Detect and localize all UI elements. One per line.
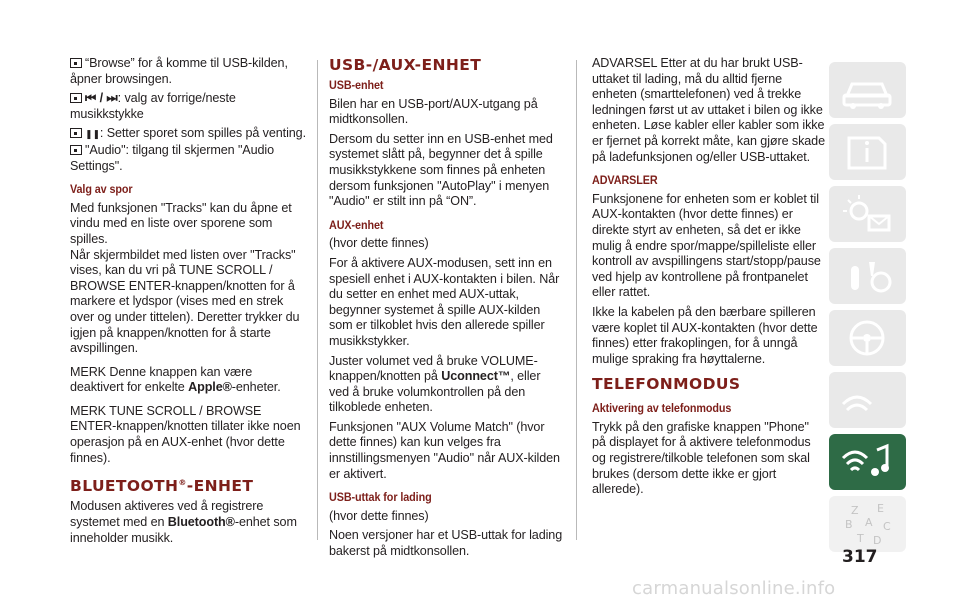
- browse-item: “Browse” for å komme til USB-kilden, åpner browsingen.: [70, 56, 288, 86]
- column-divider-1: [317, 60, 318, 540]
- watermark: carmanualsonline.info: [632, 578, 836, 599]
- multimedia-active-tab[interactable]: [829, 434, 906, 490]
- prevnext-item: ⏮ / ⏭: valg av forrige/neste musikkstykke: [70, 91, 236, 121]
- page-number: 317: [842, 547, 878, 567]
- audio-item: "Audio": tilgang til skjermen "Audio Settings".: [70, 142, 275, 173]
- lading-paragraph-2: Noen versjoner har et USB-uttak for lading bakerst på midtkonsollen.: [329, 528, 563, 559]
- left-column: [70, 56, 308, 550]
- pause-item: ❚❚: Setter sporet som spilles på venting.: [70, 126, 308, 143]
- valg-paragraph-1: Med funksjonen "Tracks" kan du åpne et vindu med en liste over sporene som spilles.: [70, 200, 292, 246]
- index-icon: [829, 496, 906, 552]
- merk-note-2: MERK TUNE SCROLL / BROWSE ENTER-knappen/knotten tillater ikke noen operasjon på en AUX-enhet (hvor dette finnes).: [70, 403, 301, 465]
- aux-enhet-heading: AUX-enhet: [329, 217, 384, 232]
- usb-enhet-heading: USB-enhet: [329, 78, 384, 92]
- usb-paragraph-1: Bilen har en USB-port/AUX-utgang på midtkonsollen.: [329, 96, 538, 127]
- index-letter: Z: [851, 504, 859, 517]
- advarsler-heading: ADVARSLER: [592, 173, 658, 188]
- aktivering-heading: Aktivering av telefonmodus: [592, 401, 732, 416]
- button-icon: [70, 145, 82, 155]
- multimedia-icon: [829, 434, 906, 490]
- lights-message-tab[interactable]: [829, 186, 906, 242]
- index-letter: E: [877, 502, 884, 515]
- usb-paragraph-2: Dersom du setter inn en USB-enhet med systemet slått på, begynner det å spille musikkstykkene som finnes på enheten dersom funksjonen "AutoPlay" i menyen "Audio" er stilt inn på “ON”.: [329, 131, 553, 209]
- service-icon: [829, 248, 906, 304]
- merk-note-1: MERK Denne knappen kan være deaktivert for enkelte Apple®-enheter.: [70, 364, 281, 395]
- car-icon: [829, 62, 906, 118]
- steering-wheel-icon: [829, 310, 906, 366]
- lights-message-icon: [829, 186, 906, 242]
- info-icon: [829, 124, 906, 180]
- service-tab[interactable]: [829, 248, 906, 304]
- button-icon: [70, 128, 82, 138]
- aux-paragraph-2: For å aktivere AUX-modusen, sett inn en spesiell enhet i AUX-kontakten i bilen. Når du setter en enhet med AUX-uttak, begynner systemet å spille AUX-kilden som er tilkoblet hvis den allerede spiller musikkstykker.: [329, 255, 560, 348]
- aktivering-paragraph: Trykk på den grafiske knappen "Phone" på displayet for å aktivere telefonmodus og registrere/tilkoble telefonen som skal brukes (dersom dette ikke er gjort allerede).: [592, 419, 811, 497]
- usb-lading-heading: USB-uttak for lading: [329, 490, 432, 505]
- index-tab[interactable]: [829, 496, 906, 552]
- advarsel-paragraph: ADVARSEL Etter at du har brukt USB-uttaket til lading, må du alltid fjerne enheten (smarttelefonen) ved å trekke ledningen først ut av uttaket i bilen og ikke enheten. Løse kabler eller kabler som ikke er fjernet på korrekt måte, kan gjøre skade på ladefunksjonen og/eller USB-uttaket.: [592, 56, 825, 164]
- aux-paragraph-3: Juster volumet ved å bruke VOLUME-knappen/knotten på Uconnect™, eller ved å bruke volumkontrollen på den tilkoblede enheten.: [329, 353, 541, 415]
- valg-av-spor-heading: Valg av spor: [70, 182, 133, 197]
- telefonmodus-heading: TELEFONMODUS: [592, 375, 741, 394]
- lading-paragraph-1: (hvor dette finnes): [329, 508, 429, 523]
- button-icon: [70, 93, 82, 103]
- valg-paragraph-2: Når skjermbildet med listen over "Tracks" vises, kan du vri på TUNE SCROLL / BROWSE ENTER-knappen/knotten for å markere et lydspor (vises med en strek over og under tittelen). Deretter trykker du igjen på knappen/knotten for å starte avspillingen.: [70, 247, 300, 356]
- index-letter: D: [873, 534, 882, 547]
- aux-paragraph-1: (hvor dette finnes): [329, 236, 429, 251]
- car-tab[interactable]: [829, 62, 906, 118]
- signal-icon: [829, 372, 906, 428]
- middle-column: [329, 56, 563, 564]
- right-column: [592, 56, 826, 502]
- steering-wheel-tab[interactable]: [829, 310, 906, 366]
- usb-aux-heading: USB-/AUX-ENHET: [329, 56, 482, 74]
- index-letter: B: [845, 518, 853, 531]
- advarsler-paragraph-1: Funksjonene for enheten som er koblet til AUX-kontakten (hvor dette finnes) er direkte styrt av enheten, så det er ikke mulig å endre spor/mappe/spilleliste eller kontroll av avspillingens start/stopp/pause ved hjelp av kontrollene på frontpanelet eller rattet.: [592, 191, 821, 300]
- advarsler-paragraph-2: Ikke la kabelen på den bærbare spilleren være koplet til AUX-kontakten (hvor dette finnes) etter frakoplingen, for å unngå mulige spraking fra høyttalerne.: [592, 304, 818, 366]
- browse-button-icon: [70, 58, 82, 68]
- prev-next-icon: ⏮ / ⏭: [85, 91, 118, 106]
- index-letter: C: [883, 520, 891, 533]
- aux-paragraph-4: Funksjonen "AUX Volume Match" (hvor dette finnes) kan kun velges fra innstillingsmenyen "Audio" når AUX-kilden er aktivert.: [329, 419, 560, 481]
- pause-icon: ❚❚: [85, 129, 100, 140]
- multimedia-tab[interactable]: [829, 372, 906, 428]
- index-letter: T: [857, 532, 864, 545]
- bluetooth-paragraph: Modusen aktiveres ved å registrere systemet med en Bluetooth®-enhet som inneholder musikk.: [70, 499, 297, 545]
- info-tab[interactable]: [829, 124, 906, 180]
- column-divider-2: [576, 60, 577, 540]
- index-letter: A: [865, 516, 873, 529]
- bluetooth-heading: BLUETOOTH®-ENHET: [70, 477, 254, 496]
